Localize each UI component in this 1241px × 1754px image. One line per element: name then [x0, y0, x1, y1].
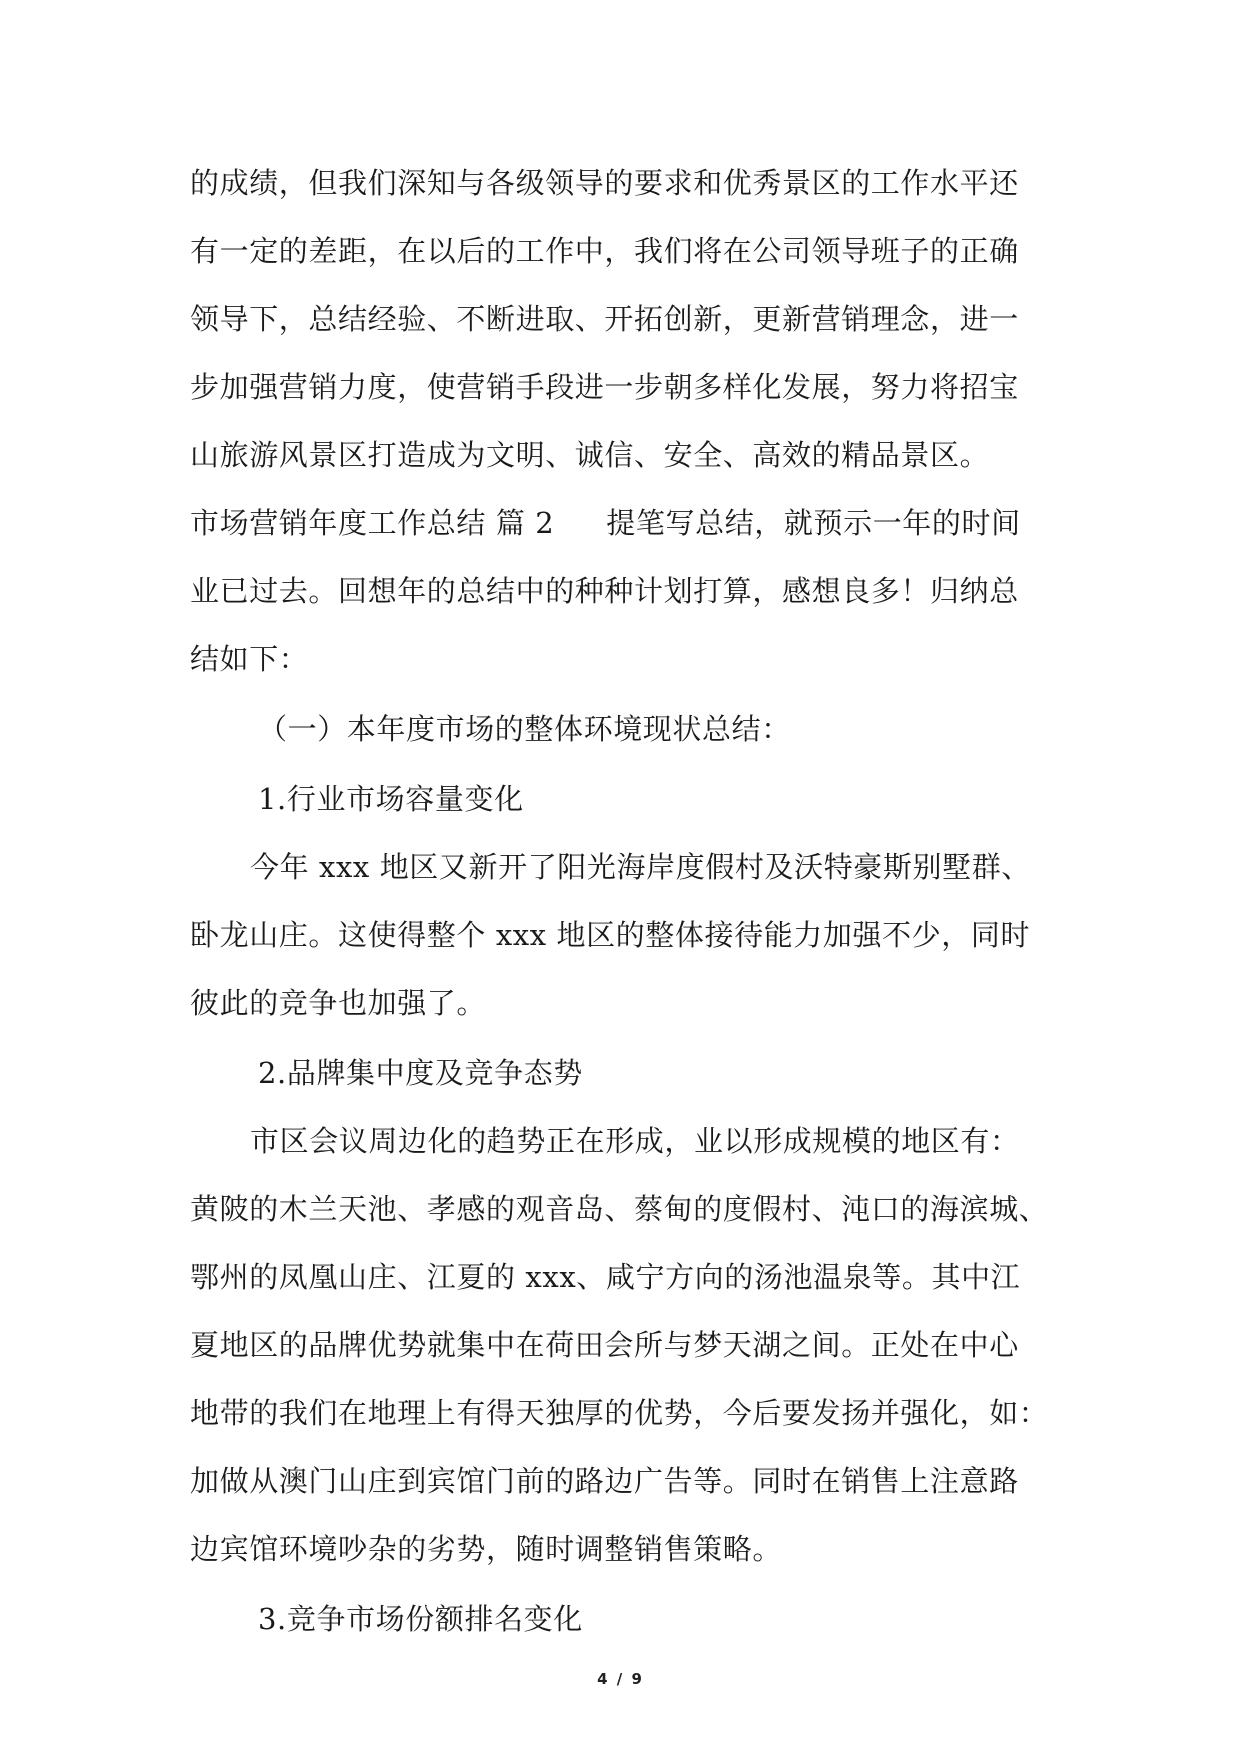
subsection-heading: （一）本年度市场的整体环境现状总结：	[258, 712, 791, 746]
text-line: 山旅游风景区打造成为文明、诚信、安全、高效的精品景区。	[190, 438, 990, 472]
text-line: 结如下：	[190, 642, 309, 676]
text-line: 领导下，总结经验、不断进取、开拓创新，更新营销理念，进一	[190, 302, 1019, 336]
item-heading: 1.行业市场容量变化	[258, 782, 524, 816]
text-line: 地带的我们在地理上有得天独厚的优势，今后要发扬并强化，如：	[190, 1396, 1049, 1430]
text-line: 业已过去。回想年的总结中的种种计划打算，感想良多！归纳总	[190, 574, 1019, 608]
section-heading-line	[190, 505, 1021, 541]
section-heading-text: 提笔写总结，就预示一年的时间	[606, 506, 1021, 540]
page-number: 4 / 9	[597, 1670, 644, 1688]
text-line: 今年 xxx 地区又新开了阳光海岸度假村及沃特豪斯别墅群、	[250, 850, 1031, 884]
text-line: 彼此的竞争也加强了。	[190, 986, 487, 1020]
item-heading: 3.竞争市场份额排名变化	[258, 1602, 583, 1636]
text-line: 卧龙山庄。这使得整个 xxx 地区的整体接待能力加强不少，同时	[190, 918, 1031, 952]
text-line: 夏地区的品牌优势就集中在荷田会所与梦天湖之间。正处在中心	[190, 1328, 1019, 1362]
text-line: 市区会议周边化的趋势正在形成，业以形成规模的地区有：	[250, 1124, 1020, 1158]
text-line: 加做从澳门山庄到宾馆门前的路边广告等。同时在销售上注意路	[190, 1464, 1019, 1498]
text-line: 的成绩，但我们深知与各级领导的要求和优秀景区的工作水平还	[190, 166, 1019, 200]
text-line: 有一定的差距，在以后的工作中，我们将在公司领导班子的正确	[190, 234, 1019, 268]
section-heading-title: 市场营销年度工作总结 篇 2	[190, 506, 555, 540]
text-line: 黄陂的木兰天池、孝感的观音岛、蔡甸的度假村、沌口的海滨城、	[190, 1192, 1049, 1226]
text-line: 步加强营销力度，使营销手段进一步朝多样化发展，努力将招宝	[190, 370, 1019, 404]
text-line: 边宾馆环境吵杂的劣势，随时调整销售策略。	[190, 1532, 783, 1566]
item-heading: 2.品牌集中度及竞争态势	[258, 1056, 583, 1090]
text-line: 鄂州的凤凰山庄、江夏的 xxx、咸宁方向的汤池温泉等。其中江	[190, 1260, 1021, 1294]
